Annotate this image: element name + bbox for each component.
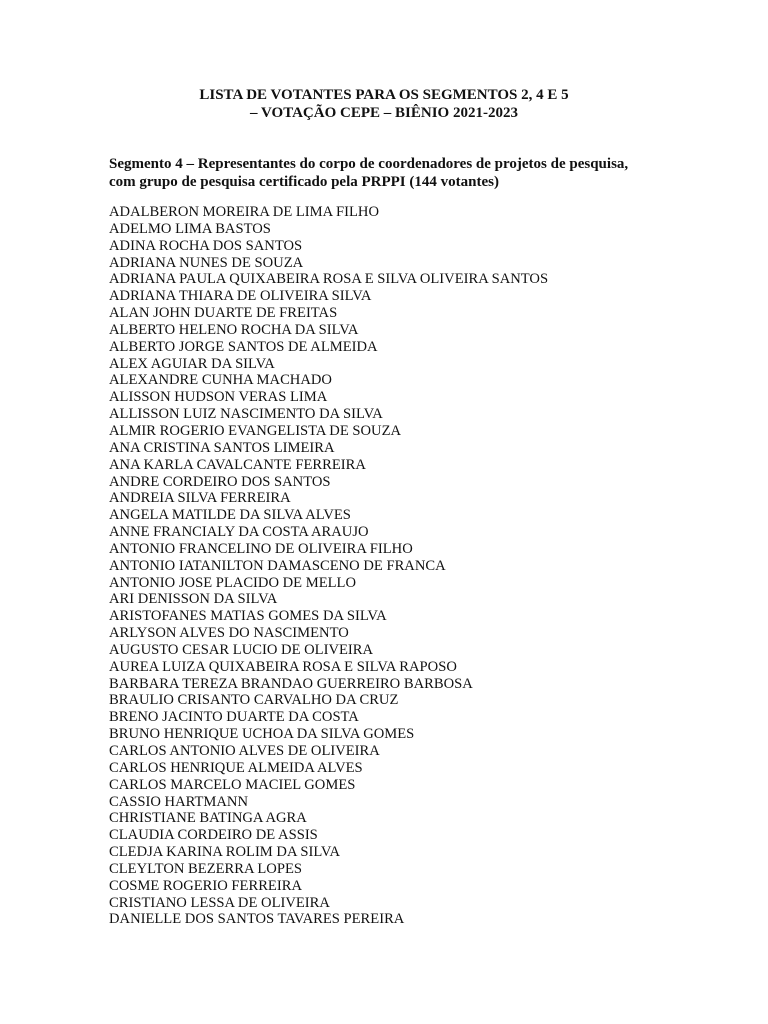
voter-name-item: ALAN JOHN DUARTE DE FREITAS <box>109 305 338 322</box>
voter-name-item: ADRIANA PAULA QUIXABEIRA ROSA E SILVA OLIVEIRA SANTOS <box>109 271 549 288</box>
voter-name-item: ARLYSON ALVES DO NASCIMENTO <box>109 625 349 642</box>
voter-name-item: AUREA LUIZA QUIXABEIRA ROSA E SILVA RAPOSO <box>109 658 457 675</box>
voter-name-item: ADINA ROCHA DOS SANTOS <box>109 237 303 254</box>
voter-name-item: ALBERTO HELENO ROCHA DA SILVA <box>109 321 359 338</box>
voter-name-item: BRENO JACINTO DUARTE DA COSTA <box>109 709 359 726</box>
voter-name-item: ALEX AGUIAR DA SILVA <box>109 355 275 372</box>
title-line-2: – VOTAÇÃO CEPE – BIÊNIO 2021-2023 <box>250 105 518 121</box>
voter-name-item: CRISTIANO LESSA DE OLIVEIRA <box>109 894 330 911</box>
voter-name-item: CLAUDIA CORDEIRO DE ASSIS <box>109 827 318 844</box>
voter-name-item: BARBARA TEREZA BRANDAO GUERREIRO BARBOSA <box>109 675 473 692</box>
voter-name-item: ARI DENISSON DA SILVA <box>109 591 278 608</box>
voter-name-item: BRAULIO CRISANTO CARVALHO DA CRUZ <box>109 692 399 709</box>
voter-name-item: ALLISSON LUIZ NASCIMENTO DA SILVA <box>109 406 383 423</box>
voter-name-item: DANIELLE DOS SANTOS TAVARES PEREIRA <box>109 911 405 928</box>
voter-name-item: ALBERTO JORGE SANTOS DE ALMEIDA <box>109 338 378 355</box>
voter-name-item: CLEDJA KARINA ROLIM DA SILVA <box>109 844 341 861</box>
voter-name-item: ANNE FRANCIALY DA COSTA ARAUJO <box>109 524 369 541</box>
voter-name-item: CARLOS MARCELO MACIEL GOMES <box>109 776 356 793</box>
voter-name-item: COSME ROGERIO FERREIRA <box>109 877 302 894</box>
document-title <box>0 86 768 122</box>
voter-name-item: CASSIO HARTMANN <box>109 793 248 810</box>
voter-name-item: CARLOS HENRIQUE ALMEIDA ALVES <box>109 759 363 776</box>
voter-name-item: ALMIR ROGERIO EVANGELISTA DE SOUZA <box>109 422 402 439</box>
voter-name-item: BRUNO HENRIQUE UCHOA DA SILVA GOMES <box>109 726 415 743</box>
segment-heading <box>109 155 669 191</box>
voter-name-item: AUGUSTO CESAR LUCIO DE OLIVEIRA <box>109 641 374 658</box>
voter-name-item: ADRIANA THIARA DE OLIVEIRA SILVA <box>109 288 372 305</box>
segment-heading-line-1: Segmento 4 – Representantes do corpo de coordenadores de projetos de pesquisa, <box>109 156 629 172</box>
voter-name-item: CLEYLTON BEZERRA LOPES <box>109 860 302 877</box>
voter-name-item: ALEXANDRE CUNHA MACHADO <box>109 372 332 389</box>
voter-name-item: ARISTOFANES MATIAS GOMES DA SILVA <box>109 608 387 625</box>
voter-name-item: ADELMO LIMA BASTOS <box>109 220 271 237</box>
voter-name-item: ADRIANA NUNES DE SOUZA <box>109 254 304 271</box>
voter-name-item: ANTONIO IATANILTON DAMASCENO DE FRANCA <box>109 557 446 574</box>
voter-name-item: CARLOS ANTONIO ALVES DE OLIVEIRA <box>109 743 380 759</box>
voter-name-item: ANDRE CORDEIRO DOS SANTOS <box>109 473 331 490</box>
voter-name-item: CHRISTIANE BATINGA AGRA <box>109 810 307 827</box>
voter-name-item: ANA CRISTINA SANTOS LIMEIRA <box>109 439 335 456</box>
voter-name-item: ADALBERON MOREIRA DE LIMA FILHO <box>109 204 379 220</box>
voter-name-list <box>109 204 709 928</box>
voter-name-item: ALISSON HUDSON VERAS LIMA <box>109 389 328 406</box>
voter-name-item: ANA KARLA CAVALCANTE FERREIRA <box>109 456 366 473</box>
voter-name-item: ANDREIA SILVA FERREIRA <box>109 490 291 507</box>
segment-heading-line-2: com grupo de pesquisa certificado pela PRPPI (144 votantes) <box>109 174 499 190</box>
voter-name-item: ANGELA MATILDE DA SILVA ALVES <box>109 507 351 524</box>
voter-name-item: ANTONIO JOSE PLACIDO DE MELLO <box>109 574 357 591</box>
voter-name-item: ANTONIO FRANCELINO DE OLIVEIRA FILHO <box>109 540 413 557</box>
title-line-1: LISTA DE VOTANTES PARA OS SEGMENTOS 2, 4 E 5 <box>199 87 569 103</box>
